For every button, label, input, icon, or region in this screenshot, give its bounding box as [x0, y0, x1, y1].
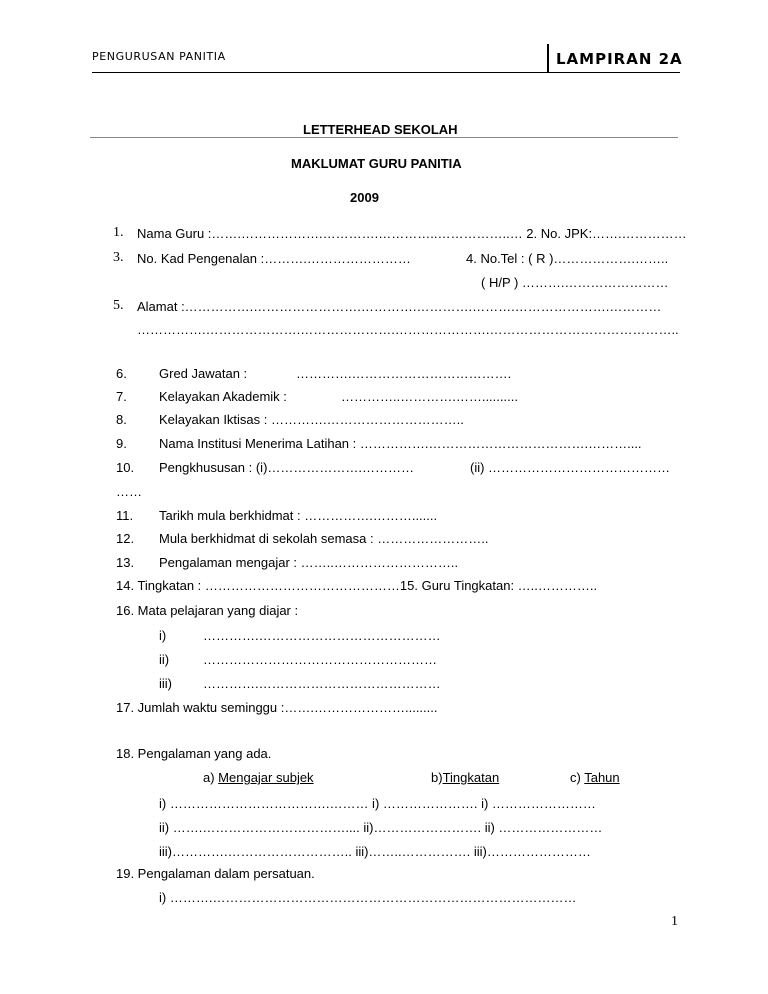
item-number: 3. — [113, 250, 124, 265]
field-pengalaman: 18. Pengalaman yang ada. — [116, 746, 272, 761]
field-gred-jawatan-label: Gred Jawatan : — [159, 366, 248, 381]
field-nama-guru: Nama Guru :…….……………….………….…………..……………..… 2. No. JPK:…….…………… — [137, 226, 687, 241]
field-mula-sekolah: Mula berkhidmat di sekolah semasa : …………………….. — [159, 531, 489, 546]
column-header-tahun: c) Tahun — [570, 770, 620, 785]
field-gred-jawatan-dots: ………….………………………………. — [296, 366, 512, 381]
item-number: 12. — [116, 531, 135, 546]
column-header-tingkatan: b)Tingkatan — [431, 770, 500, 785]
item-number: 7. — [116, 389, 127, 404]
field-no-hp: ( H/P ) ……….…………………… — [481, 275, 669, 290]
experience-row: i) ……………………………….……… i) …………………. i) …………………… — [159, 796, 596, 811]
item-number: 10. — [116, 460, 135, 475]
field-jumlah-waktu: 17. Jumlah waktu seminggu :…….…………………......... — [116, 700, 438, 715]
item-number: 13. — [116, 555, 135, 570]
header-rule — [92, 72, 680, 73]
experience-row: iii)………….……………………….. iii)……..……………. iii)…………………… — [159, 844, 591, 859]
item-number: 6. — [116, 366, 127, 381]
item-number: 11. — [116, 508, 134, 523]
item-number: 8. — [116, 412, 127, 427]
field-pengalaman-mengajar: Pengalaman mengajar : ……..……………………….. — [159, 555, 459, 570]
field-kelayakan-akademik-label: Kelayakan Akademik : — [159, 389, 287, 404]
item-number: 9. — [116, 436, 127, 451]
field-mata-pelajaran: 16. Mata pelajaran yang diajar : — [116, 603, 299, 618]
letterhead-title: LETTERHEAD SEKOLAH — [303, 122, 458, 137]
field-institusi-latihan: Nama Institusi Menerima Latihan : …………….……………………………….……….... — [159, 436, 642, 451]
field-alamat-line2: …………….………………….………………….………………….…………………………………….. — [137, 322, 679, 337]
field-pengkhususan-overflow: …… — [116, 484, 142, 499]
subject-index: ii) — [159, 652, 170, 667]
field-no-tel: 4. No.Tel : ( R )……………….…….. — [466, 251, 669, 266]
running-header-left: PENGURUSAN PANITIA — [92, 50, 226, 63]
item-number: 1. — [113, 225, 124, 240]
subject-index: iii) — [159, 676, 172, 691]
subject-line: ………….…………………………………… — [203, 676, 441, 691]
subject-index: i) — [159, 628, 167, 643]
field-pengkhususan-ii: (ii) …………………………………… — [470, 460, 671, 475]
form-title: MAKLUMAT GURU PANITIA — [291, 156, 462, 171]
field-tingkatan: 14. Tingkatan : ………………………………………15. Guru Tingkatan: …..………….. — [116, 578, 598, 593]
field-pengkhususan-i: Pengkhususan : (i)………………….………… — [159, 460, 415, 475]
title-rule — [90, 137, 678, 138]
column-header-mengajar: a) Mengajar subjek — [203, 770, 314, 785]
field-persatuan: 19. Pengalaman dalam persatuan. — [116, 866, 315, 881]
field-alamat: Alamat :…………….…………………….………….………….……….………………….………… — [137, 299, 662, 314]
form-year: 2009 — [350, 190, 379, 205]
field-kad-pengenalan: No. Kad Pengenalan :……….…………………… — [137, 251, 411, 266]
subject-line: ………….…………………………………… — [203, 628, 441, 643]
field-kelayakan-iktisas: Kelayakan Iktisas : ………….………………………….. — [159, 412, 464, 427]
field-kelayakan-akademik-dots: …………..………….…….......... — [341, 389, 518, 404]
page-number: 1 — [671, 914, 678, 929]
persatuan-line: i) ……….………………………………………………………………………… — [159, 890, 577, 905]
field-tarikh-mula: Tarikh mula berkhidmat : …………….………....... — [159, 508, 438, 523]
running-header-right: LAMPIRAN 2A — [556, 50, 683, 68]
subject-line: ……………………………………………… — [203, 652, 437, 667]
item-number: 5. — [113, 298, 124, 313]
experience-row: ii) …….…………………………….... ii)……………………. ii) …………………… — [159, 820, 603, 835]
header-divider — [547, 44, 549, 72]
